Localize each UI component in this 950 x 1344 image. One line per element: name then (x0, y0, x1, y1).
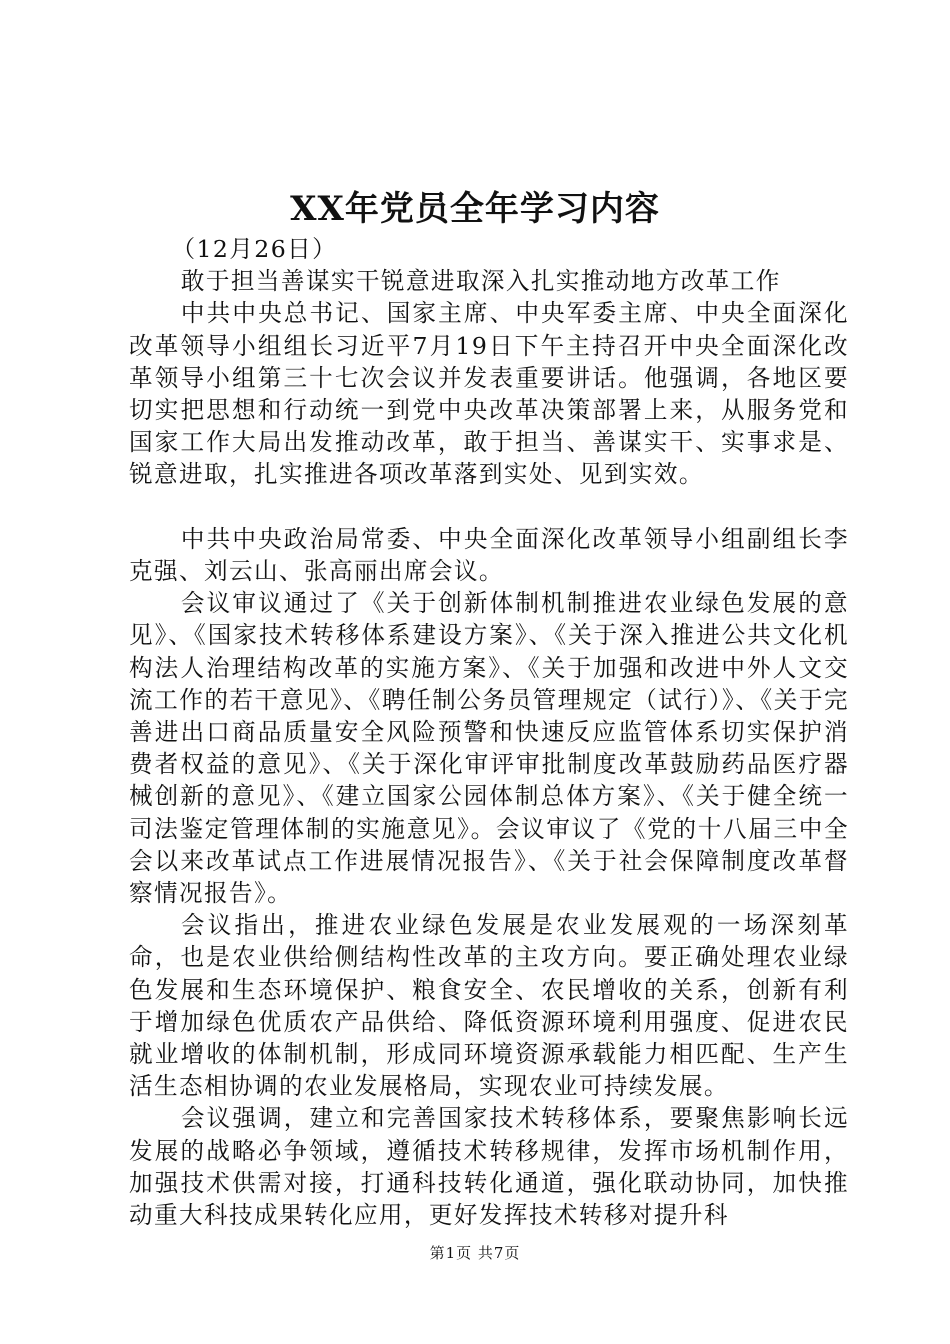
document-body (129, 233, 849, 1231)
paragraph-spacer (129, 491, 849, 523)
paragraph-attendees: 中共中央政治局常委、中央全面深化改革领导小组副组长李克强、刘云山、张高丽出席会议。 (129, 524, 849, 586)
page-number-footer: 第1页 共7页 (429, 1244, 521, 1262)
document-date: （12月26日） (171, 235, 338, 263)
paragraph-technology-transfer: 会议强调，建立和完善国家技术转移体系，要聚焦影响长远发展的战略必争领域，遵循技术转移规律，发挥市场机制作用，加强技术供需对接，打通科技转化通道，强化联动协同，加快推动重大科技成果转化应用，更好发挥技术转移对提升科 (129, 1104, 849, 1230)
paragraph-meeting-summary: 中共中央总书记、国家主席、中央军委主席、中央全面深化改革领导小组组长习近平7月19日下午主持召开中央全面深化改革领导小组第三十七次会议并发表重要讲话。他强调，各地区要切实把思想和行动统一到党中央改革决策部署上来，从服务党和国家工作大局出发推动改革，敢于担当、善谋实干、实事求是、锐意进取，扎实推进各项改革落到实处、见到实效。 (129, 299, 849, 489)
paragraph-subheading: 敢于担当善谋实干锐意进取深入扎实推动地方改革工作 (180, 267, 781, 296)
paragraph-documents-reviewed: 会议审议通过了《关于创新体制机制推进农业绿色发展的意见》、《国家技术转移体系建设方案》、《关于深入推进公共文化机构法人治理结构改革的实施方案》、《关于加强和改进中外人文交流工作的若干意见》、《聘任制公务员管理规定（试行）》、《关于完善进出口商品质量安全风险预警和快速反应监管体系切实保护消费者权益的意见》、《关于深化审评审批制度改革鼓励药品医疗器械创新的意见》、《建立国家公园体制总体方案》、《关于健全统一司法鉴定管理体制的实施意见》。会议审议了《党的十八届三中全会以来改革试点工作进展情况报告》、《关于社会保障制度改革督察情况报告》。 (129, 589, 849, 908)
paragraph-agriculture: 会议指出，推进农业绿色发展是农业发展观的一场深刻革命，也是农业供给侧结构性改革的主攻方向。要正确处理农业绿色发展和生态环境保护、粮食安全、农民增收的关系，创新有利于增加绿色优质农产品供给、降低资源环境利用强度、促进农民就业增收的体制机制，形成同环境资源承载能力相匹配、生产生活生态相协调的农业发展格局，实现农业可持续发展。 (129, 911, 849, 1101)
document-title: XX年党员全年学习内容 (290, 189, 660, 229)
